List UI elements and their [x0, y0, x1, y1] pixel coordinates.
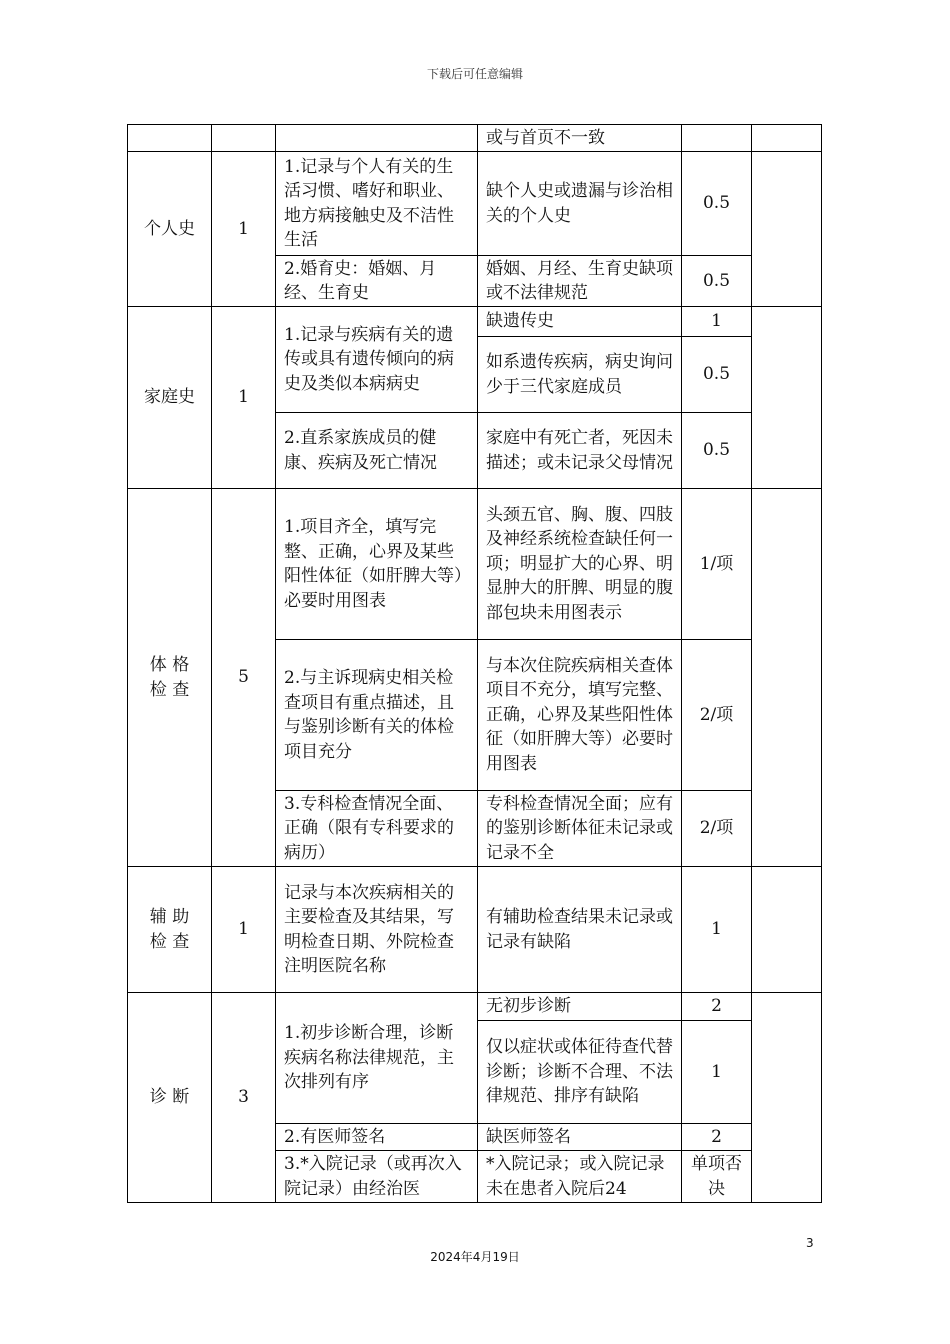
- requirement-cell: 1.初步诊断合理，诊断疾病名称法律规范，主次排列有序: [276, 993, 478, 1124]
- deduction-points-cell: 1: [682, 1021, 752, 1124]
- deduction-desc-cell: 仅以症状或体征待查代替诊断；诊断不合理、不法律规范、排序有缺陷: [478, 1021, 682, 1124]
- deduction-desc-cell: 婚姻、月经、生育史缺项或不法律规范: [478, 256, 682, 307]
- section-cell: [128, 489, 212, 867]
- deduction-points-cell: 2/项: [682, 791, 752, 867]
- deduction-points-cell: [682, 125, 752, 152]
- table-row: [128, 867, 822, 993]
- table-row: [128, 307, 822, 337]
- deduction-desc-cell: 缺医师签名: [478, 1124, 682, 1151]
- deduction-desc-cell: 如系遗传疾病，病史询问少于三代家庭成员: [478, 337, 682, 413]
- deduction-desc-cell: 家庭中有死亡者，死因未描述；或未记录父母情况: [478, 413, 682, 489]
- deduction-points-cell: 0.5: [682, 256, 752, 307]
- deduction-points-cell: 1/项: [682, 489, 752, 640]
- deduction-desc-cell: 缺个人史或遗漏与诊治相关的个人史: [478, 152, 682, 256]
- deduction-points-cell: 2: [682, 1124, 752, 1151]
- section-cell: 诊 断: [128, 993, 212, 1203]
- actual-deduction-cell: [752, 152, 822, 307]
- deduction-desc-cell: *入院记录；或入院记录未在患者入院后24: [478, 1151, 682, 1203]
- deduction-points-cell: 单项否决: [682, 1151, 752, 1203]
- section-cell: [128, 867, 212, 993]
- actual-deduction-cell: [752, 867, 822, 993]
- deduction-points-cell: 2/项: [682, 640, 752, 791]
- score-cell: 1: [212, 307, 276, 489]
- section-label-line: 检 查: [149, 931, 190, 952]
- header-note: 下载后可任意编辑: [426, 67, 523, 81]
- score-cell: 1: [212, 867, 276, 993]
- table-row: [128, 489, 822, 640]
- requirement-cell: 1.记录与疾病有关的遗传或具有遗传倾向的病史及类似本病病史: [276, 307, 478, 413]
- requirement-cell: 记录与本次疾病相关的主要检查及其结果，写明检查日期、外院检查注明医院名称: [276, 867, 478, 993]
- section-label-line: 体 格: [149, 655, 190, 675]
- requirement-cell: 1.项目齐全，填写完整、正确，心界及某些阳性体征（如肝脾大等）必要时用图表: [276, 489, 478, 640]
- section-cell: 家庭史: [128, 307, 212, 489]
- table-row: [128, 993, 822, 1021]
- section-label-line: 检 查: [149, 679, 190, 700]
- table-row: [128, 152, 822, 256]
- deduction-points-cell: 0.5: [682, 337, 752, 413]
- requirement-cell: 2.直系家族成员的健康、疾病及死亡情况: [276, 413, 478, 489]
- deduction-points-cell: 2: [682, 993, 752, 1021]
- requirement-cell: 2.与主诉现病史相关检查项目有重点描述，且与鉴别诊断有关的体检项目充分: [276, 640, 478, 791]
- deduction-points-cell: 1: [682, 307, 752, 337]
- scoring-table: [127, 124, 822, 1203]
- score-cell: 5: [212, 489, 276, 867]
- deduction-desc-cell: 与本次住院疾病相关查体项目不充分，填写完整、正确，心界及某些阳性体征（如肝脾大等）必要时用图表: [478, 640, 682, 791]
- footer-date: 2024年4月19日: [430, 1250, 520, 1264]
- requirement-cell: 3.*入院记录（或再次入院记录）由经治医: [276, 1151, 478, 1203]
- deduction-desc-cell: 头颈五官、胸、腹、四肢及神经系统检查缺任何一项；明显扩大的心界、明显肿大的肝脾、明显的腹部包块未用图表示: [478, 489, 682, 640]
- deduction-desc-cell: 缺遗传史: [478, 307, 682, 337]
- actual-deduction-cell: [752, 307, 822, 489]
- actual-deduction-cell: [752, 489, 822, 867]
- deduction-points-cell: 1: [682, 867, 752, 993]
- section-label-line: 辅 助: [149, 907, 190, 927]
- section-cell: [128, 125, 212, 152]
- deduction-desc-cell: 专科检查情况全面；应有的鉴别诊断体征未记录或记录不全: [478, 791, 682, 867]
- deduction-desc-cell: 或与首页不一致: [478, 125, 682, 152]
- page-number: 3: [806, 1236, 814, 1250]
- table-row: [128, 125, 822, 152]
- deduction-desc-cell: 无初步诊断: [478, 993, 682, 1021]
- requirement-cell: 2.婚育史：婚姻、月经、生育史: [276, 256, 478, 307]
- score-cell: 3: [212, 993, 276, 1203]
- section-cell: 个人史: [128, 152, 212, 307]
- deduction-points-cell: 0.5: [682, 413, 752, 489]
- actual-deduction-cell: [752, 125, 822, 152]
- requirement-cell: 2.有医师签名: [276, 1124, 478, 1151]
- requirement-cell: 1.记录与个人有关的生活习惯、嗜好和职业、地方病接触史及不洁性生活: [276, 152, 478, 256]
- requirement-cell: 3.专科检查情况全面、正确（限有专科要求的病历）: [276, 791, 478, 867]
- actual-deduction-cell: [752, 993, 822, 1203]
- score-cell: 1: [212, 152, 276, 307]
- requirement-cell: [276, 125, 478, 152]
- deduction-desc-cell: 有辅助检查结果未记录或记录有缺陷: [478, 867, 682, 993]
- score-cell: [212, 125, 276, 152]
- deduction-points-cell: 0.5: [682, 152, 752, 256]
